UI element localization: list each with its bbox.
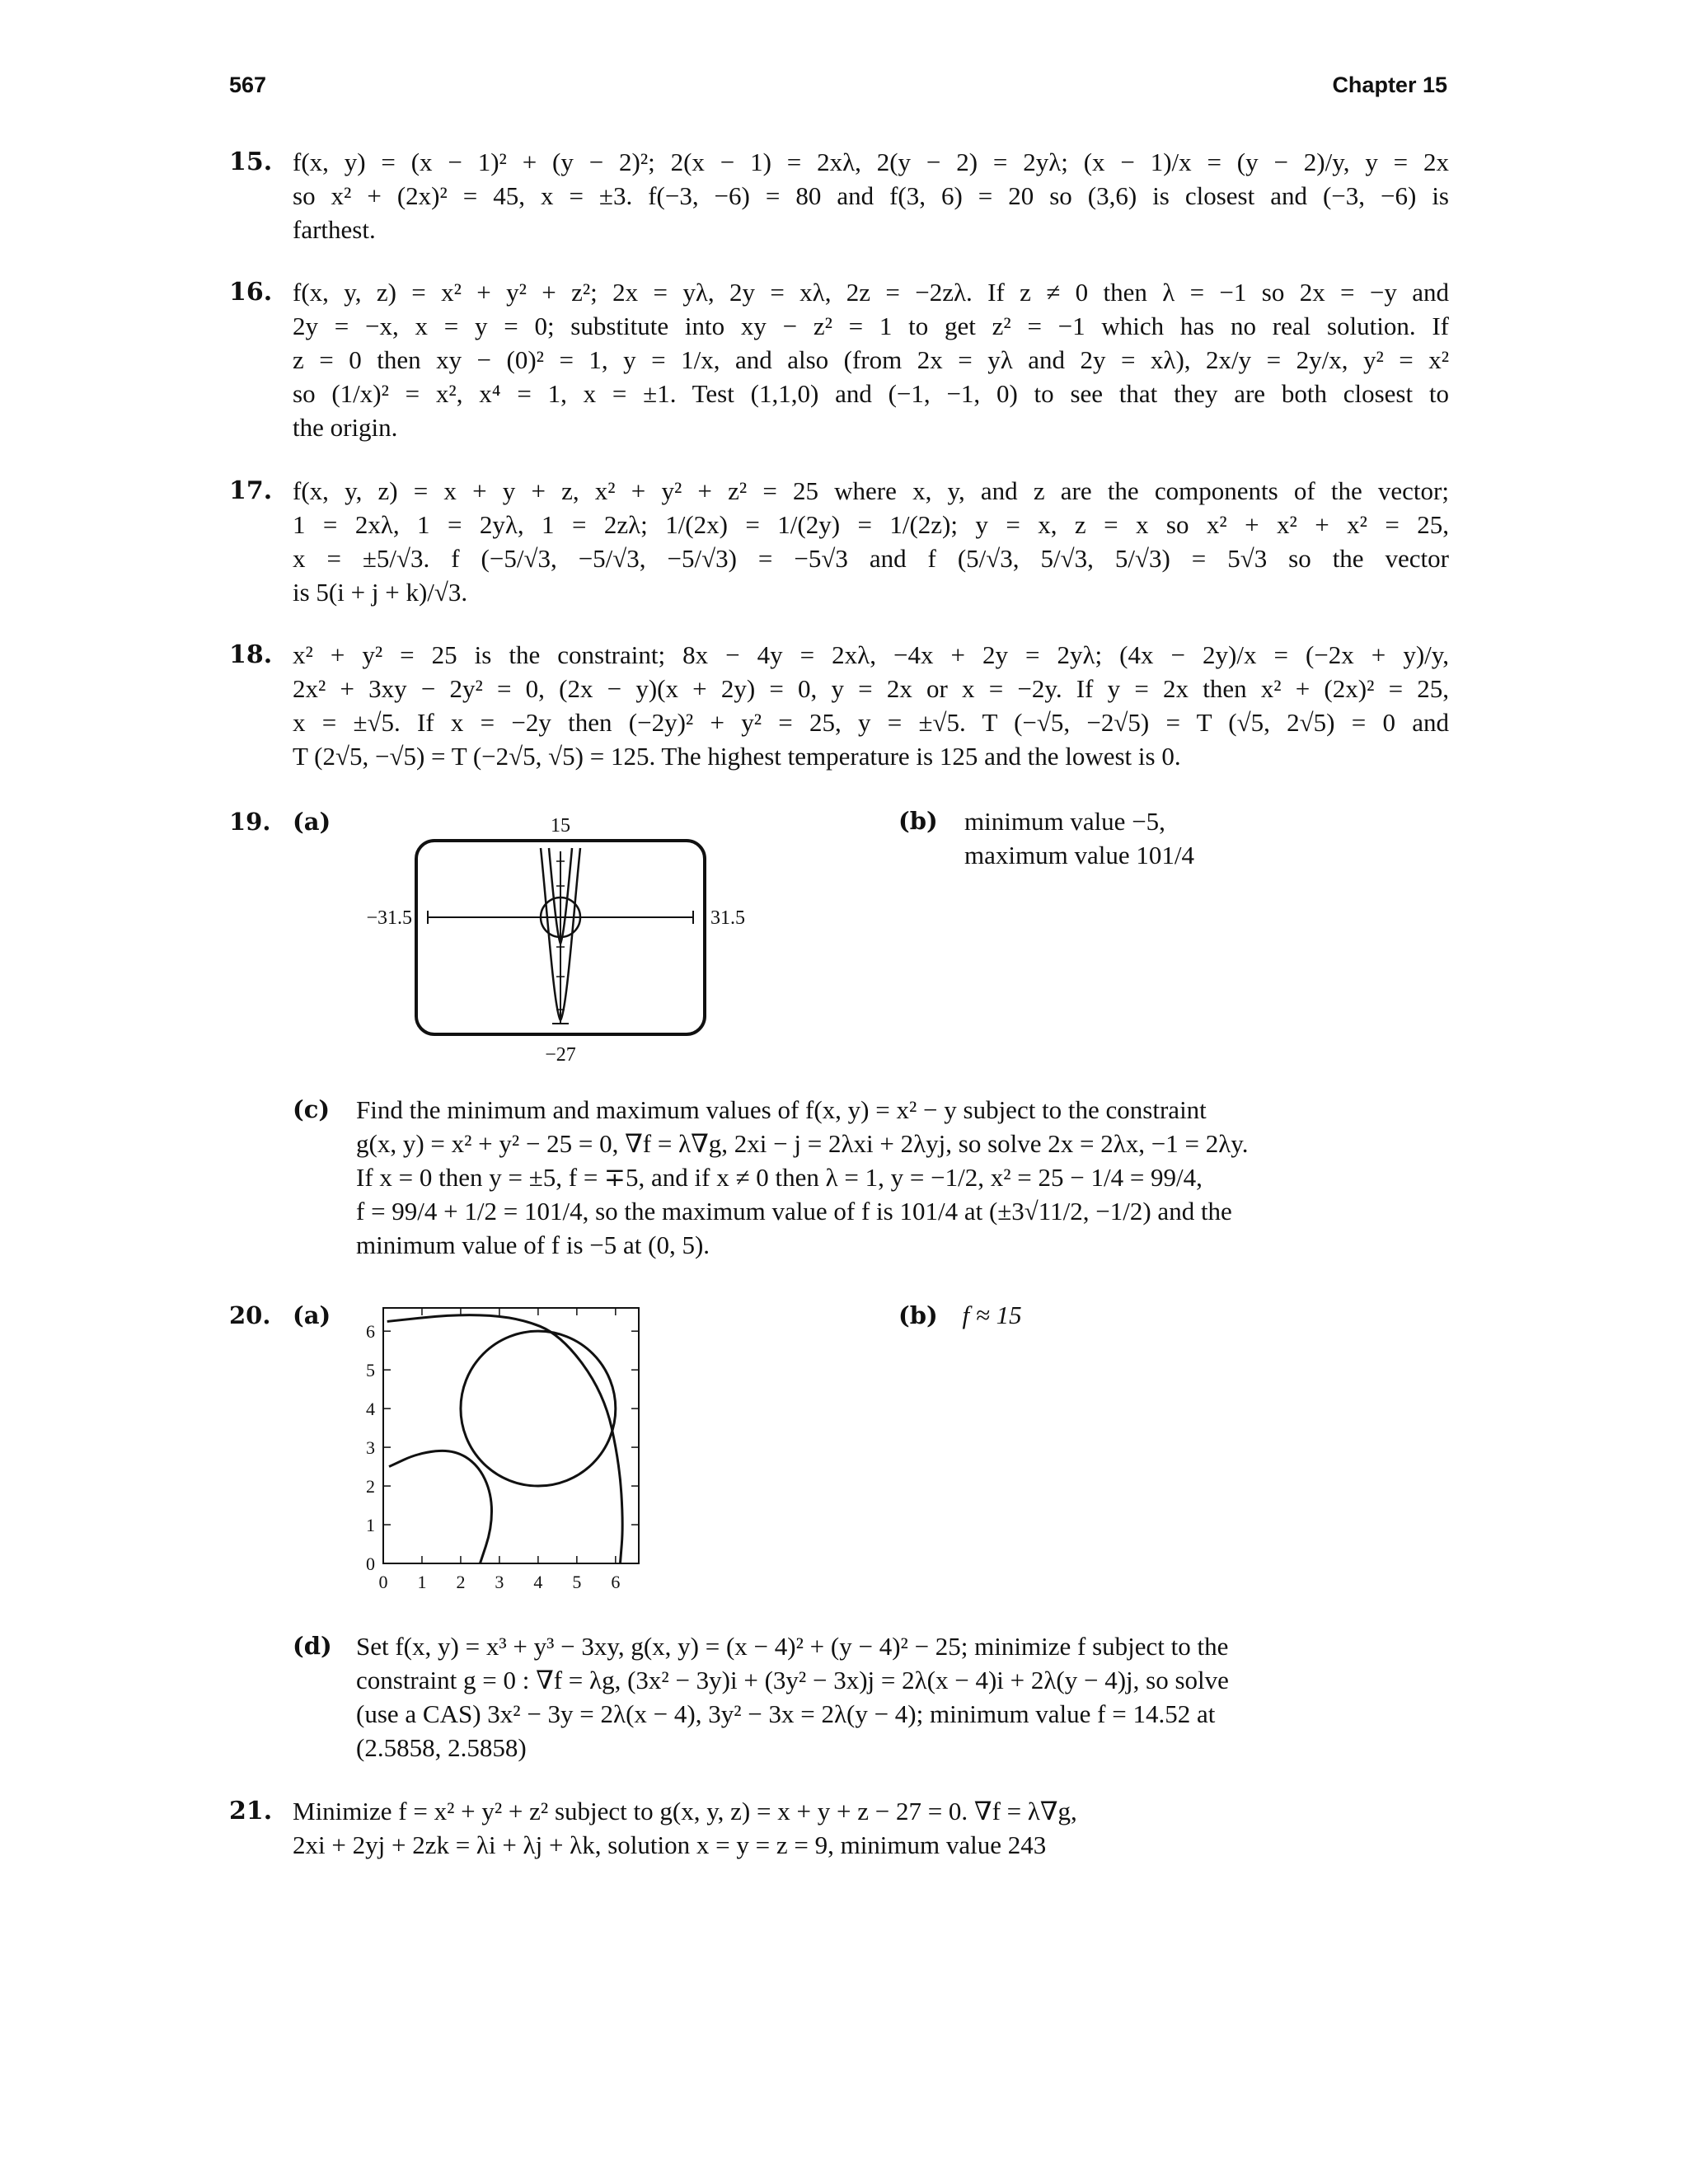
calculator-graph [346,812,775,1067]
text-line: minimum value −5, [964,807,1165,836]
text-line: Set f(x, y) = x³ + y³ − 3xy, g(x, y) = (x − 4)² + (y − 4)² − 25; minimize f subject to the [356,1632,1229,1661]
level-curve-2 [389,1451,491,1563]
x-tick-label: 2 [456,1572,466,1592]
text-line: If x = 0 then y = ±5, f = ∓5, and if x ≠ 0 then λ = 1, y = −1/2, x² = 25 − 1/4 = 99/4, [356,1163,1203,1192]
y-tick-label: 3 [366,1437,375,1459]
page-number: 567 [229,73,267,97]
chapter-title: Chapter 15 [1332,73,1447,97]
part-label: (d) [293,1632,332,1660]
text-line: f = 99/4 + 1/2 = 101/4, so the maximum value of f is 101/4 at (±3√11/2, −1/2) and the [356,1197,1232,1226]
text-line: T (2√5, −√5) = T (−2√5, √5) = 125. The highest temperature is 125 and the lowest is 0. [293,742,1181,771]
text-line: x² + y² = 25 is the constraint; 8x − 4y = 2xλ, −4x + 2y = 2yλ; (4x − 2y)/x = (−2x + y)/y, [293,640,1449,669]
level-curve-plot [346,1290,659,1603]
text-line: 1 = 2xλ, 1 = 2yλ, 1 = 2zλ; 1/(2x) = 1/(2y) = 1/(2z); y = x, z = x so x² + x² + x² = 25, [293,510,1449,539]
plot-svg [346,1290,659,1603]
text-line: Find the minimum and maximum values of f(x, y) = x² − y subject to the constraint [356,1095,1207,1124]
text-line: x = ±√5. If x = −2y then (−2y)² + y² = 25, y = ±√5. T (−√5, −2√5) = T (√5, 2√5) = 0 and [293,708,1449,737]
part-label: (b) [898,807,938,835]
text-line: so (1/x)² = x², x⁴ = 1, x = ±1. Test (1,1,0) and (−1, −1, 0) to see that they are both closest to [293,379,1449,408]
y-tick-label: 1 [366,1515,375,1536]
text-line: minimum value of f is −5 at (0, 5). [356,1230,710,1259]
graph-left-label: −31.5 [366,907,412,929]
y-tick-label: 5 [366,1360,375,1381]
text-line: g(x, y) = x² + y² − 25 = 0, ∇f = λ∇g, 2xi − j = 2λxi + 2λyj, so solve 2x = 2λx, −1 = 2λy. [356,1129,1249,1158]
x-tick-label: 1 [417,1572,427,1592]
text-line: 2x² + 3xy − 2y² = 0, (2x − y)(x + 2y) = 0, y = 2x or x = −2y. If y = 2x then x² + (2x)² = 25, [293,674,1449,703]
graph-right-label: 31.5 [710,907,745,929]
part-label: (b) [898,1301,938,1329]
text-line: f(x, y, z) = x + y + z, x² + y² + z² = 25 where x, y, and z are the components of the vector; [293,476,1449,505]
text-line: f(x, y) = (x − 1)² + (y − 2)²; 2(x − 1) = 2xλ, 2(y − 2) = 2yλ; (x − 1)/x = (y − 2)/y, y = 2x [293,148,1449,176]
text-line: (use a CAS) 3x² − 3y = 2λ(x − 4), 3y² − 3x = 2λ(y − 4); minimum value f = 14.52 at [356,1699,1216,1728]
plot-frame [383,1308,639,1563]
problem-15 [229,145,1449,246]
problem-21 [229,1794,1449,1862]
problem-17 [229,474,1449,609]
y-tick-label: 0 [366,1554,375,1574]
problem-19-number: 19. [229,808,271,836]
text-line: is 5(i + j + k)/√3. [293,578,468,607]
part-label: (c) [293,1095,331,1123]
problem-20d [293,1629,1447,1765]
problem-number: 18. [229,640,273,669]
text-line: the origin. [293,413,398,442]
x-tick-label: 5 [572,1572,582,1592]
text-line: farthest. [293,215,376,244]
problem-20b [898,1298,1022,1333]
y-tick-label: 6 [366,1321,375,1343]
text-line: 2xi + 2yj + 2zk = λi + λj + λk, solution x = y = z = 9, minimum value 243 [293,1830,1047,1859]
problem-18 [229,638,1449,773]
x-tick-label: 4 [533,1572,543,1592]
text-line: so x² + (2x)² = 45, x = ±3. f(−3, −6) = 80 and f(3, 6) = 20 so (3,6) is closest and (−3, −6) is [293,181,1449,210]
problem-20a-label: (a) [293,1301,331,1329]
text-line: z = 0 then xy − (0)² = 1, y = 1/x, and also (from 2x = yλ and 2y = xλ), 2x/y = 2y/x, y² = x² [293,345,1449,374]
level-curve-1 [387,1315,622,1563]
text-line: constraint g = 0 : ∇f = λg, (3x² − 3y)i + (3y² − 3x)j = 2λ(x − 4)i + 2λ(y − 4)j, so solve [356,1666,1229,1694]
text-line: 2y = −x, x = y = 0; substitute into xy − z² = 1 to get z² = −1 which has no real solution. If [293,312,1449,340]
constraint-circle [461,1331,616,1486]
problem-19a-label: (a) [293,808,331,836]
problem-number: 15. [229,148,273,176]
text-line: Minimize f = x² + y² + z² subject to g(x, y, z) = x + y + z − 27 = 0. ∇f = λ∇g, [293,1797,1077,1825]
x-tick-label: 6 [611,1572,621,1592]
problem-number: 16. [229,278,273,307]
x-tick-label: 3 [495,1572,504,1592]
text-line: maximum value 101/4 [964,841,1194,869]
y-tick-label: 2 [366,1476,375,1497]
graph-bottom-label: −27 [545,1044,576,1066]
text-line: (2.5858, 2.5858) [356,1733,527,1762]
text-line: f(x, y, z) = x² + y² + z²; 2x = yλ, 2y = xλ, 2z = −2zλ. If z ≠ 0 then λ = −1 so 2x = −y and [293,278,1449,307]
answer-text: f ≈ 15 [962,1301,1022,1329]
y-tick-label: 4 [366,1399,375,1420]
problem-number: 21. [229,1797,273,1825]
problem-19c [293,1093,1447,1262]
problem-20-number: 20. [229,1301,271,1329]
graph-top-label: 15 [551,815,570,837]
graphing-calculator-figure [346,812,775,1067]
x-tick-label: 0 [378,1572,388,1592]
text-line: x = ±5/√3. f (−5/√3, −5/√3, −5/√3) = −5√3 and f (5/√3, 5/√3, 5/√3) = 5√3 so the vector [293,544,1449,573]
problem-16 [229,275,1449,444]
problem-19b [898,804,1194,872]
problem-number: 17. [229,476,273,505]
